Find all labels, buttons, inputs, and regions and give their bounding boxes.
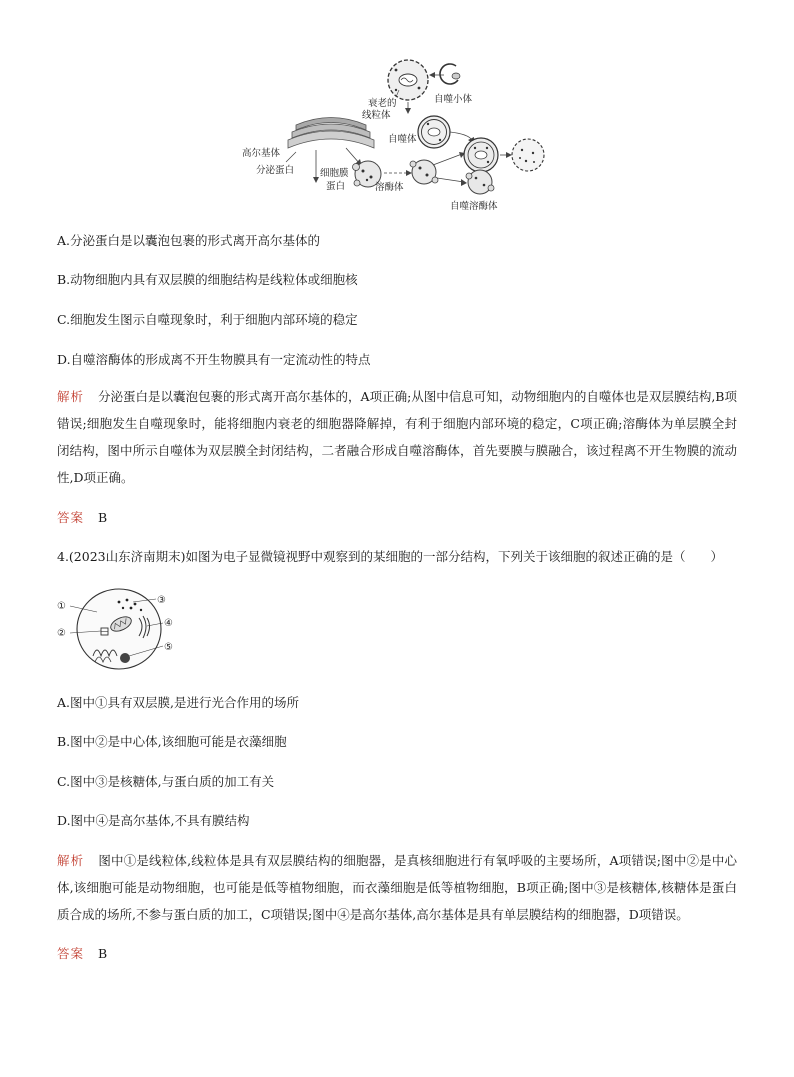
q3-option-c: C.细胞发生图示自噬现象时，利于细胞内部环境的稳定 — [57, 312, 358, 327]
q4-analysis-text: 图中①是线粒体,线粒体是具有双层膜结构的细胞器，是真核细胞进行有氧呼吸的主要场所，A项错误;图中②是中心体,该细胞可能是动物细胞，也可能是低等植物细胞，而衣藻细胞是低等植物细胞，B项正确;图中③是核糖体,核糖体是蛋白质合成的场所,不参与蛋白质的加工，C项错误;图中④是高尔基体,高尔基体是具有单层膜结构的细胞器，D项错误。 — [57, 853, 737, 922]
old-mitochondria-label-1: 衰老的 — [368, 98, 397, 109]
nucleus — [120, 653, 130, 663]
q3-option-a: A.分泌蛋白是以囊泡包裹的形式离开高尔基体的 — [57, 233, 321, 248]
old-mitochondria-label-2: 线粒体 — [362, 110, 391, 121]
label-5: ⑤ — [164, 642, 173, 653]
q3-analysis — [57, 383, 737, 491]
q4-analysis-tag: 解析 — [57, 853, 85, 868]
secreted-protein-label: 分泌蛋白 — [256, 165, 295, 176]
q3-answer-value: B — [98, 510, 108, 525]
q3-analysis-tag: 解析 — [57, 389, 85, 404]
q3-option-d: D.自噬溶酶体的形成离不开生物膜具有一定流动性的特点 — [57, 352, 371, 367]
fusing-lysosome — [466, 170, 494, 194]
label-4: ④ — [164, 618, 173, 629]
membrane-protein-label-1: 细胞膜 — [320, 168, 349, 179]
autolysosome — [464, 138, 498, 172]
membrane-protein-label-2: 蛋白 — [326, 181, 346, 192]
q3-answer — [57, 510, 107, 526]
q4-option-a: A.图中①具有双层膜,是进行光合作用的场所 — [57, 695, 299, 710]
golgi-apparatus — [288, 118, 374, 149]
golgi-label: 高尔基体 — [242, 148, 281, 159]
autophagosome — [418, 116, 450, 148]
q4-stem: 4.(2023山东济南期末)如图为电子显微镜视野中观察到的某细胞的一部分结构，下列关于该细胞的叙述正确的是（ ） — [57, 549, 723, 564]
label-1: ① — [57, 601, 66, 612]
degraded-vesicle — [512, 139, 544, 171]
q4-answer — [57, 946, 107, 962]
autophagy-diagram — [236, 52, 556, 217]
q4-answer-tag: 答案 — [57, 946, 85, 961]
lysosome-label: 溶酶体 — [375, 182, 404, 193]
q4-option-b: B.图中②是中心体,该细胞可能是衣藻细胞 — [57, 734, 287, 749]
q3-analysis-text: 分泌蛋白是以囊泡包裹的形式离开高尔基体的，A项正确;从图中信息可知，动物细胞内的自噬体也是双层膜结构,B项错误;细胞发生自噬现象时，能将细胞内衰老的细胞器降解掉，有利于细胞内部环境的稳定，C项正确;溶酶体为单层膜全封闭结构，图中所示自噬体为双层膜全封闭结构，二者融合形成自噬溶酶体，首先要膜与膜融合，该过程离不开生物膜的流动性,D项正确。 — [57, 389, 737, 485]
q3-answer-tag: 答案 — [57, 510, 85, 525]
label-2: ② — [57, 628, 66, 639]
q4-answer-value: B — [98, 946, 108, 961]
q4-analysis — [57, 847, 737, 928]
autophagic-body-label: 自噬小体 — [434, 94, 473, 105]
old-mitochondria-vesicle — [388, 60, 428, 100]
autophagic-small-body — [440, 64, 460, 84]
label-3: ③ — [157, 595, 166, 606]
autophagosome-label: 自噬体 — [388, 134, 417, 145]
q3-option-b: B.动物细胞内具有双层膜的细胞结构是线粒体或细胞核 — [57, 272, 358, 287]
lysosome-2 — [410, 160, 438, 184]
q4-option-c: C.图中③是核糖体,与蛋白质的加工有关 — [57, 774, 275, 789]
q4-option-d: D.图中④是高尔基体,不具有膜结构 — [57, 813, 250, 828]
autolysosome-label: 自噬溶酶体 — [450, 201, 498, 212]
cell-structure-figure — [57, 586, 182, 676]
